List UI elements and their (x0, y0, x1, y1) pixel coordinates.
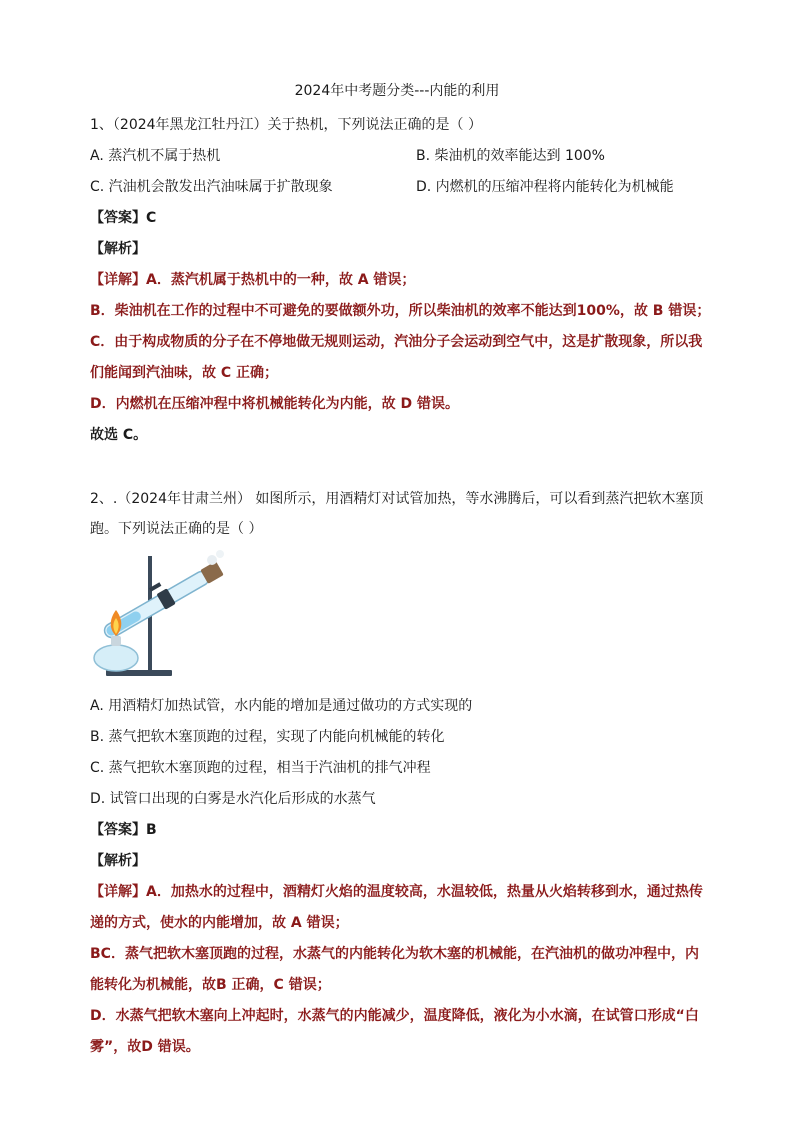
question-2-stem-line-1: 2、.（2024年甘肃兰州） 如图所示，用酒精灯对试管加热，等水沸腾后，可以看到蒸汽把软木塞顶 (90, 491, 704, 507)
question-2-option-a: A. 用酒精灯加热试管，水内能的增加是通过做功的方式实现的 (90, 698, 473, 714)
question-2-analysis-label: 【解析】 (90, 853, 146, 869)
page-title: 2024年中考题分类---内能的利用 (294, 83, 500, 99)
question-1-detail-line: 们能闻到汽油味，故 C 正确； (90, 365, 279, 381)
question-1-stem: 1、（2024年黑龙江牡丹江）关于热机，下列说法正确的是（ ） (90, 117, 482, 133)
question-2-stem-line-2: 跑。下列说法正确的是（ ） (90, 521, 263, 537)
steam-puff (207, 555, 217, 565)
question-1-option-d: D. 内燃机的压缩冲程将内能转化为机械能 (416, 179, 674, 195)
question-2-detail-line: 递的方式，使水的内能增加，故 A 错误； (90, 915, 349, 931)
alcohol-lamp-body (94, 645, 138, 671)
question-1-option-a: A. 蒸汽机不属于热机 (90, 148, 221, 164)
question-2-detail-line: 能转化为机械能，故B 正确，C 错误； (90, 977, 331, 993)
question-2-detail-line: BC．蒸气把软木塞顶跑的过程，水蒸气的内能转化为软木塞的机械能，在汽油机的做功冲程中，内 (90, 946, 699, 962)
question-1-detail-line: 【详解】A．蒸汽机属于热机中的一种，故 A 错误； (90, 272, 416, 288)
question-2-answer: 【答案】B (90, 822, 157, 838)
question-2-option-d: D. 试管口出现的白雾是水汽化后形成的水蒸气 (90, 791, 376, 807)
question-1-answer: 【答案】C (90, 210, 157, 226)
question-2-option-c: C. 蒸气把软木塞顶跑的过程，相当于汽油机的排气冲程 (90, 760, 431, 776)
question-2-detail-line: 【详解】A．加热水的过程中，酒精灯火焰的温度较高，水温较低，热量从火焰转移到水，通过热传 (90, 884, 703, 900)
lamp-wick-holder (111, 636, 121, 646)
question-1-analysis-label: 【解析】 (90, 241, 146, 257)
question-1-detail-line: 故选 C。 (90, 427, 148, 443)
question-1-detail-line: C．由于构成物质的分子在不停地做无规则运动，汽油分子会运动到空气中，这是扩散现象，所以我 (90, 334, 703, 350)
question-1-option-c: C. 汽油机会散发出汽油味属于扩散现象 (90, 179, 333, 195)
question-1-detail-line: B．柴油机在工作的过程中不可避免的要做额外功，所以柴油机的效率不能达到100%，故 B 错误； (90, 303, 711, 319)
alcohol-lamp-test-tube-figure (88, 548, 228, 682)
question-2-option-b: B. 蒸气把软木塞顶跑的过程，实现了内能向机械能的转化 (90, 729, 445, 745)
question-1-detail-line: D．内燃机在压缩冲程中将机械能转化为内能，故 D 错误。 (90, 396, 459, 412)
question-2-detail-line: D．水蒸气把软木塞向上冲起时，水蒸气的内能减少，温度降低，液化为小水滴，在试管口形成“白 (90, 1008, 699, 1024)
steam-puff (216, 550, 224, 558)
question-1-option-b: B. 柴油机的效率能达到 100% (416, 148, 605, 164)
question-2-detail-line: 雾”，故D 错误。 (90, 1039, 200, 1055)
